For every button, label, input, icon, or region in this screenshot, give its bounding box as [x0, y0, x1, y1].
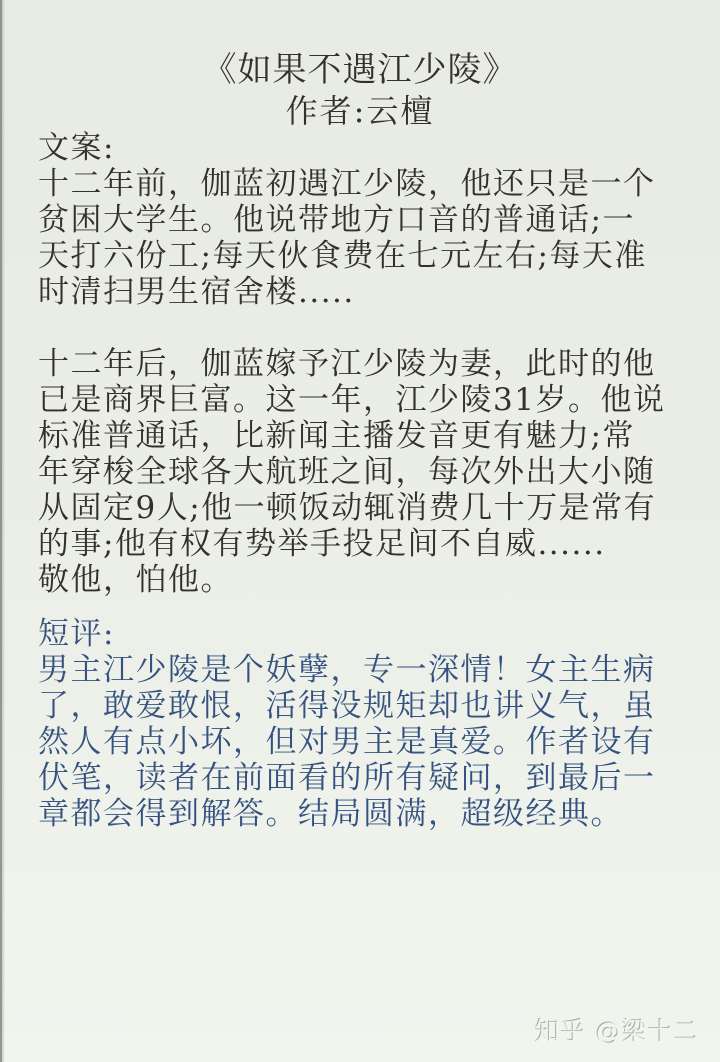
text-line: 年穿梭全球各大航班之间，每次外出大小随 — [38, 454, 656, 490]
text-line: 然人有点小坏，但对男主是真爱。作者设有 — [38, 724, 656, 760]
synopsis-paragraph-1 — [38, 166, 694, 310]
text-line: 已是商界巨富。这一年，江少陵31岁。他说 — [38, 382, 666, 418]
review-label: 短评: — [38, 616, 115, 652]
card-body — [0, 130, 720, 832]
text-line: 十二年后，伽蓝嫁予江少陵为妻，此时的他 — [38, 346, 656, 382]
text-line: 十二年前，伽蓝初遇江少陵，他还只是一个 — [38, 166, 656, 202]
text-line: 从固定9人;他一顿饭动辄消费几十万是常有 — [38, 490, 657, 526]
text-line: 时清扫男生宿舍楼..... — [38, 274, 355, 310]
text-line: 贫困大学生。他说带地方口音的普通话;一 — [38, 202, 635, 238]
synopsis-paragraph-2 — [38, 346, 694, 598]
text-line: 章都会得到解答。结局圆满，超级经典。 — [38, 796, 623, 832]
review-paragraph — [38, 652, 694, 832]
zhihu-watermark: 知乎 @梁十二 — [535, 1017, 700, 1046]
synopsis-label: 文案: — [38, 130, 115, 166]
text-line: 敬他，怕他。 — [38, 562, 233, 598]
review-section — [38, 616, 694, 832]
text-line: 的事;他有权有势举手投足间不自威...... — [38, 526, 606, 562]
synopsis-section — [38, 130, 694, 598]
book-author: 作者:云檀 — [285, 92, 435, 130]
text-line: 男主江少陵是个妖孽，专一深情！女主生病 — [38, 652, 656, 688]
text-line: 标准普通话，比新闻主播发音更有魅力;常 — [38, 418, 635, 454]
book-title: 《如果不遇江少陵》 — [202, 50, 518, 90]
text-line: 伏笔，读者在前面看的所有疑问，到最后一 — [38, 760, 656, 796]
text-line: 了，敢爱敢恨，活得没规矩却也讲义气，虽 — [38, 688, 656, 724]
text-line: 天打六份工;每天伙食费在七元左右;每天准 — [38, 238, 647, 274]
